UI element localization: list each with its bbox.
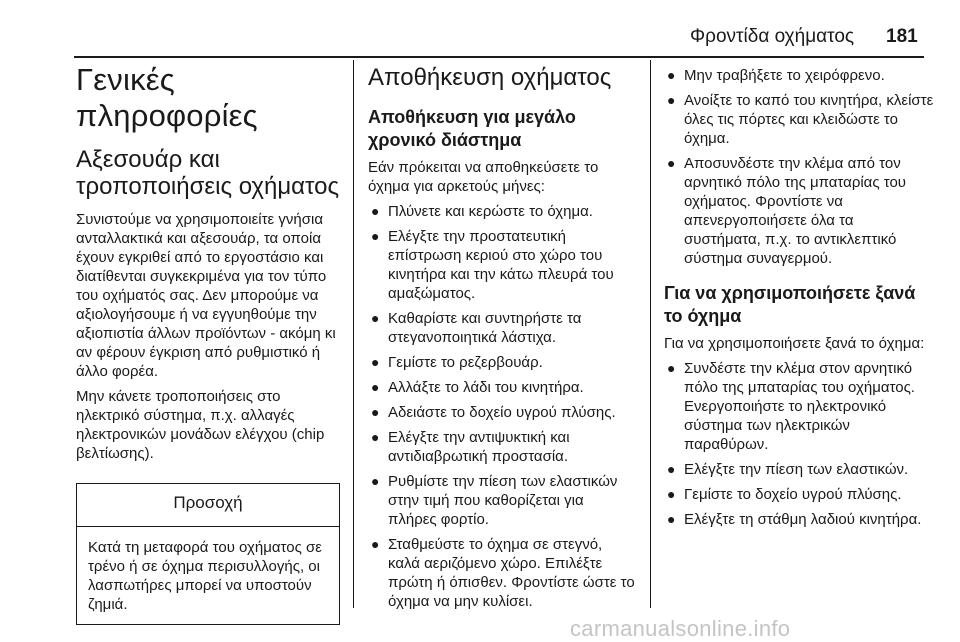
caution-notice-body: Κατά τη μεταφορά του οχήματος σε τρένο ή σε όχημα περισυλλογής, οι λασπωτήρες μπορεί να υποστούν ζημιά. — [88, 539, 322, 613]
list-item — [368, 428, 636, 466]
list-item — [368, 472, 636, 529]
section-title-vehicle-storage: Αποθήκευση οχήματος — [368, 64, 612, 91]
subsection-title-reuse-vehicle: Για να χρησιμοποιήσετε ξανά το όχημα — [664, 283, 916, 326]
subsection-title-accessories: Αξεσουάρ και τροποποιήσεις οχήματος — [76, 146, 340, 200]
bullet-icon: ● — [667, 360, 676, 376]
section-title-general-info: Γενικές πληροφορίες — [76, 62, 258, 133]
reuse-intro: Για να χρησιμοποιήσετε ξανά το όχημα: — [664, 335, 925, 352]
list-item-text: Πλύνετε και κερώστε το όχημα. — [388, 203, 593, 220]
caution-notice-title: Προσοχή — [77, 484, 339, 527]
list-item — [368, 353, 636, 372]
page-number: 181 — [886, 26, 918, 47]
watermark-text: carmanualsonline.info — [570, 616, 791, 641]
list-item-text: Ελέγξτε τη στάθμη λαδιού κινητήρα. — [684, 511, 922, 528]
column-divider-2 — [650, 60, 651, 608]
bullet-icon: ● — [371, 310, 380, 326]
bullet-icon: ● — [371, 379, 380, 395]
list-item — [368, 535, 636, 611]
bullet-icon: ● — [667, 511, 676, 527]
bullet-icon: ● — [371, 354, 380, 370]
list-item-text: Συνδέστε την κλέμα στον αρνητικό πόλο της μπαταρίας του οχήματος. Ενεργοποιήστε το ηλεκτρονικό σύστημα των ηλεκτρικών παραθύρων. — [684, 360, 915, 453]
middle-column — [368, 60, 636, 617]
running-header-title: Φροντίδα οχήματος — [690, 26, 855, 47]
subsection-title-long-term-storage: Αποθήκευση για μεγάλο χρονικό διάστημα — [368, 107, 576, 150]
caution-notice-box — [76, 483, 340, 625]
bullet-icon: ● — [667, 67, 676, 83]
list-item-text: Ελέγξτε την προστατευτική επίστρωση κεριού στο χώρο του κινητήρα και την κάτω πλευρά του αμαξώματος. — [388, 228, 614, 302]
list-item — [664, 460, 934, 479]
reuse-steps-list — [664, 359, 934, 529]
list-item — [664, 510, 934, 529]
list-item — [664, 359, 934, 454]
list-item-text: Γεμίστε το ρεζερβουάρ. — [388, 354, 543, 371]
list-item-text: Μην τραβήξετε το χειρόφρενο. — [684, 67, 885, 84]
list-item — [368, 378, 636, 397]
bullet-icon: ● — [371, 203, 380, 219]
bullet-icon: ● — [371, 404, 380, 420]
list-item-text: Αλλάξτε το λάδι του κινητήρα. — [388, 379, 584, 396]
list-item — [664, 154, 934, 268]
bullet-icon: ● — [667, 155, 676, 171]
list-item — [664, 66, 934, 85]
page-header — [0, 0, 960, 58]
right-column — [664, 60, 934, 535]
list-item — [368, 227, 636, 303]
list-item-text: Καθαρίστε και συντηρήστε τα στεγανοποιητικά λάστιχα. — [388, 310, 582, 346]
bullet-icon: ● — [371, 429, 380, 445]
column-divider-1 — [353, 60, 354, 608]
bullet-icon: ● — [667, 461, 676, 477]
storage-steps-list — [368, 202, 636, 611]
storage-steps-list-continued — [664, 66, 934, 268]
paragraph-accessories: Συνιστούμε να χρησιμοποιείτε γνήσια ανταλλακτικά και αξεσουάρ, τα οποία έχουν εγκριθεί από το εργοστάσιο και διατίθενται συγκεκριμένα για τον τύπο του οχήματός σας. Δεν μπορούμε να αξιολογήσουμε ή να εγγυηθούμε την αξιοπιστία άλλων προϊόντων - ακόμη κι αν φέρουν έγκριση από ρυθμιστικό ή άλλο φορέα. — [76, 211, 336, 380]
storage-intro: Εάν πρόκειται να αποθηκεύσετε το όχημα για αρκετούς μήνες: — [368, 159, 599, 195]
list-item — [664, 485, 934, 504]
bullet-icon: ● — [371, 228, 380, 244]
list-item-text: Ελέγξτε την πίεση των ελαστικών. — [684, 461, 909, 478]
list-item-text: Ανοίξτε το καπό του κινητήρα, κλείστε όλες τις πόρτες και κλειδώστε το όχημα. — [684, 92, 934, 147]
header-rule — [74, 56, 924, 58]
bullet-icon: ● — [371, 536, 380, 552]
bullet-icon: ● — [667, 92, 676, 108]
list-item-text: Αποσυνδέστε την κλέμα από τον αρνητικό πόλο της μπαταρίας του οχήματος. Φροντίστε να απενεργοποιήσετε όλα τα συστήματα, π.χ. το αντικλεπτικό σύστημα συναγερμού. — [684, 155, 907, 267]
paragraph-electrical-modifications: Μην κάνετε τροποποιήσεις στο ηλεκτρικό σύστημα, π.χ. αλλαγές ηλεκτρονικών μονάδων ελέγχου (chip βελτίωσης). — [76, 388, 325, 462]
list-item — [664, 91, 934, 148]
list-item-text: Ελέγξτε την αντιψυκτική και αντιδιαβρωτική προστασία. — [388, 429, 570, 465]
list-item-text: Σταθμεύστε το όχημα σε στεγνό, καλά αεριζόμενο χώρο. Επιλέξτε πρώτη ή όπισθεν. Φροντίστε ώστε το όχημα να μην κυλίσει. — [388, 536, 635, 610]
bullet-icon: ● — [371, 473, 380, 489]
bullet-icon: ● — [667, 486, 676, 502]
list-item — [368, 403, 636, 422]
list-item-text: Γεμίστε το δοχείο υγρού πλύσης. — [684, 486, 902, 503]
list-item — [368, 202, 636, 221]
left-column — [76, 60, 340, 625]
list-item-text: Ρυθμίστε την πίεση των ελαστικών στην τιμή που καθορίζεται για πλήρες φορτίο. — [388, 473, 618, 528]
list-item-text: Αδειάστε το δοχείο υγρού πλύσης. — [388, 404, 616, 421]
list-item — [368, 309, 636, 347]
